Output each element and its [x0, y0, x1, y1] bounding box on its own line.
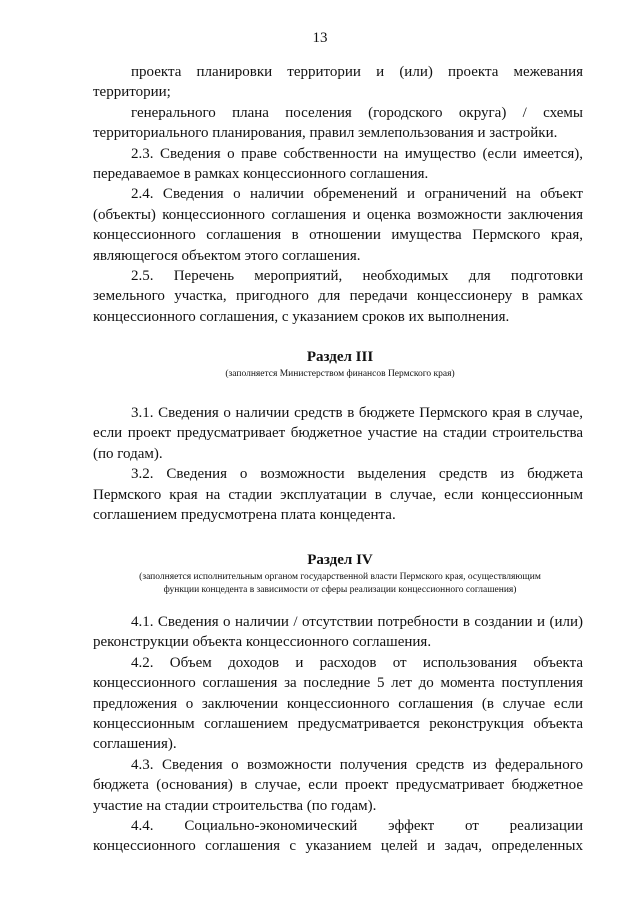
- section-2-continuation: [93, 62, 583, 327]
- section-4-body: [93, 612, 583, 857]
- paragraph-2-5-line1: 2.5. Перечень мероприятий, необходимых для подготовки: [131, 268, 583, 285]
- paragraph-4-3: 4.3. Сведения о возможности получения средств из федерального бюджета (основания) в случае, если проект предусматривает бюджетное участие на стадии строительства (по годам).: [93, 756, 583, 814]
- paragraph-3-1: 3.1. Сведения о наличии средств в бюджете Пермского края в случае, если проект предусматривает бюджетное участие на стадии строительства (по годам).: [93, 405, 583, 462]
- paragraph-4-1: 4.1. Сведения о наличии / отсутствии потребности в создании и (или) реконструкции объекта концессионного соглашения.: [93, 614, 583, 651]
- paragraph-4-2: 4.2. Объем доходов и расходов от использования объекта концессионного соглашения за последние 5 лет до момента поступления предложения о заключении концессионного соглашения (в случае если концессионным соглашением предусматривается реконструкция объекта соглашения).: [93, 654, 583, 753]
- section-3-title: Раздел III: [306, 349, 374, 365]
- paragraph-project-planning-line1: проекта планировки территории и (или) проекта межевания: [131, 64, 583, 80]
- paragraph-2-5-rest: земельного участка, пригодного для передачи концессионеру в рамках концессионного соглашения, с указанием сроков их выполнения.: [93, 288, 583, 325]
- section-3-body: [93, 403, 583, 525]
- section-4-heading: [60, 551, 620, 597]
- section-3-heading: [60, 348, 620, 381]
- section-3-note: (заполняется Министерством финансов Пермского края): [225, 369, 455, 379]
- section-4-title: Раздел IV: [307, 552, 373, 568]
- page-number: 13: [312, 30, 328, 46]
- paragraph-general-plan-line1: генерального плана поселения (городского округа) / схемы: [131, 104, 583, 121]
- paragraph-2-3: 2.3. Сведения о праве собственности на имущество (если имеется), передаваемое в рамках концессионного соглашения.: [93, 145, 583, 183]
- paragraph-project-planning-line2: территории;: [93, 84, 171, 101]
- paragraph-2-4: 2.4. Сведения о наличии обременений и ограничений на объект (объекты) концессионного соглашения и оценка возможности заключения концессионного соглашения в отношении имущества Пермского края, являющегося объектом этого соглашения.: [93, 186, 583, 264]
- paragraph-4-4-line2: концессионного соглашения с указанием целей и задач, определенных: [93, 838, 583, 855]
- paragraph-4-4-line1: 4.4. Социально-экономический эффект от реализации: [131, 818, 583, 835]
- paragraph-3-2: 3.2. Сведения о возможности выделения средств из бюджета Пермского края на стадии эксплуатации в случае, если концессионным соглашением предусмотрена плата концедента.: [93, 466, 583, 524]
- section-4-note-line2: функции концедента в зависимости от сферы реализации концессионного соглашения): [163, 585, 517, 595]
- section-4-note-line1: (заполняется исполнительным органом государственной власти Пермского края, осуществляющим: [139, 572, 541, 582]
- paragraph-general-plan-line2: территориального планирования, правил землепользования и застройки.: [93, 125, 558, 142]
